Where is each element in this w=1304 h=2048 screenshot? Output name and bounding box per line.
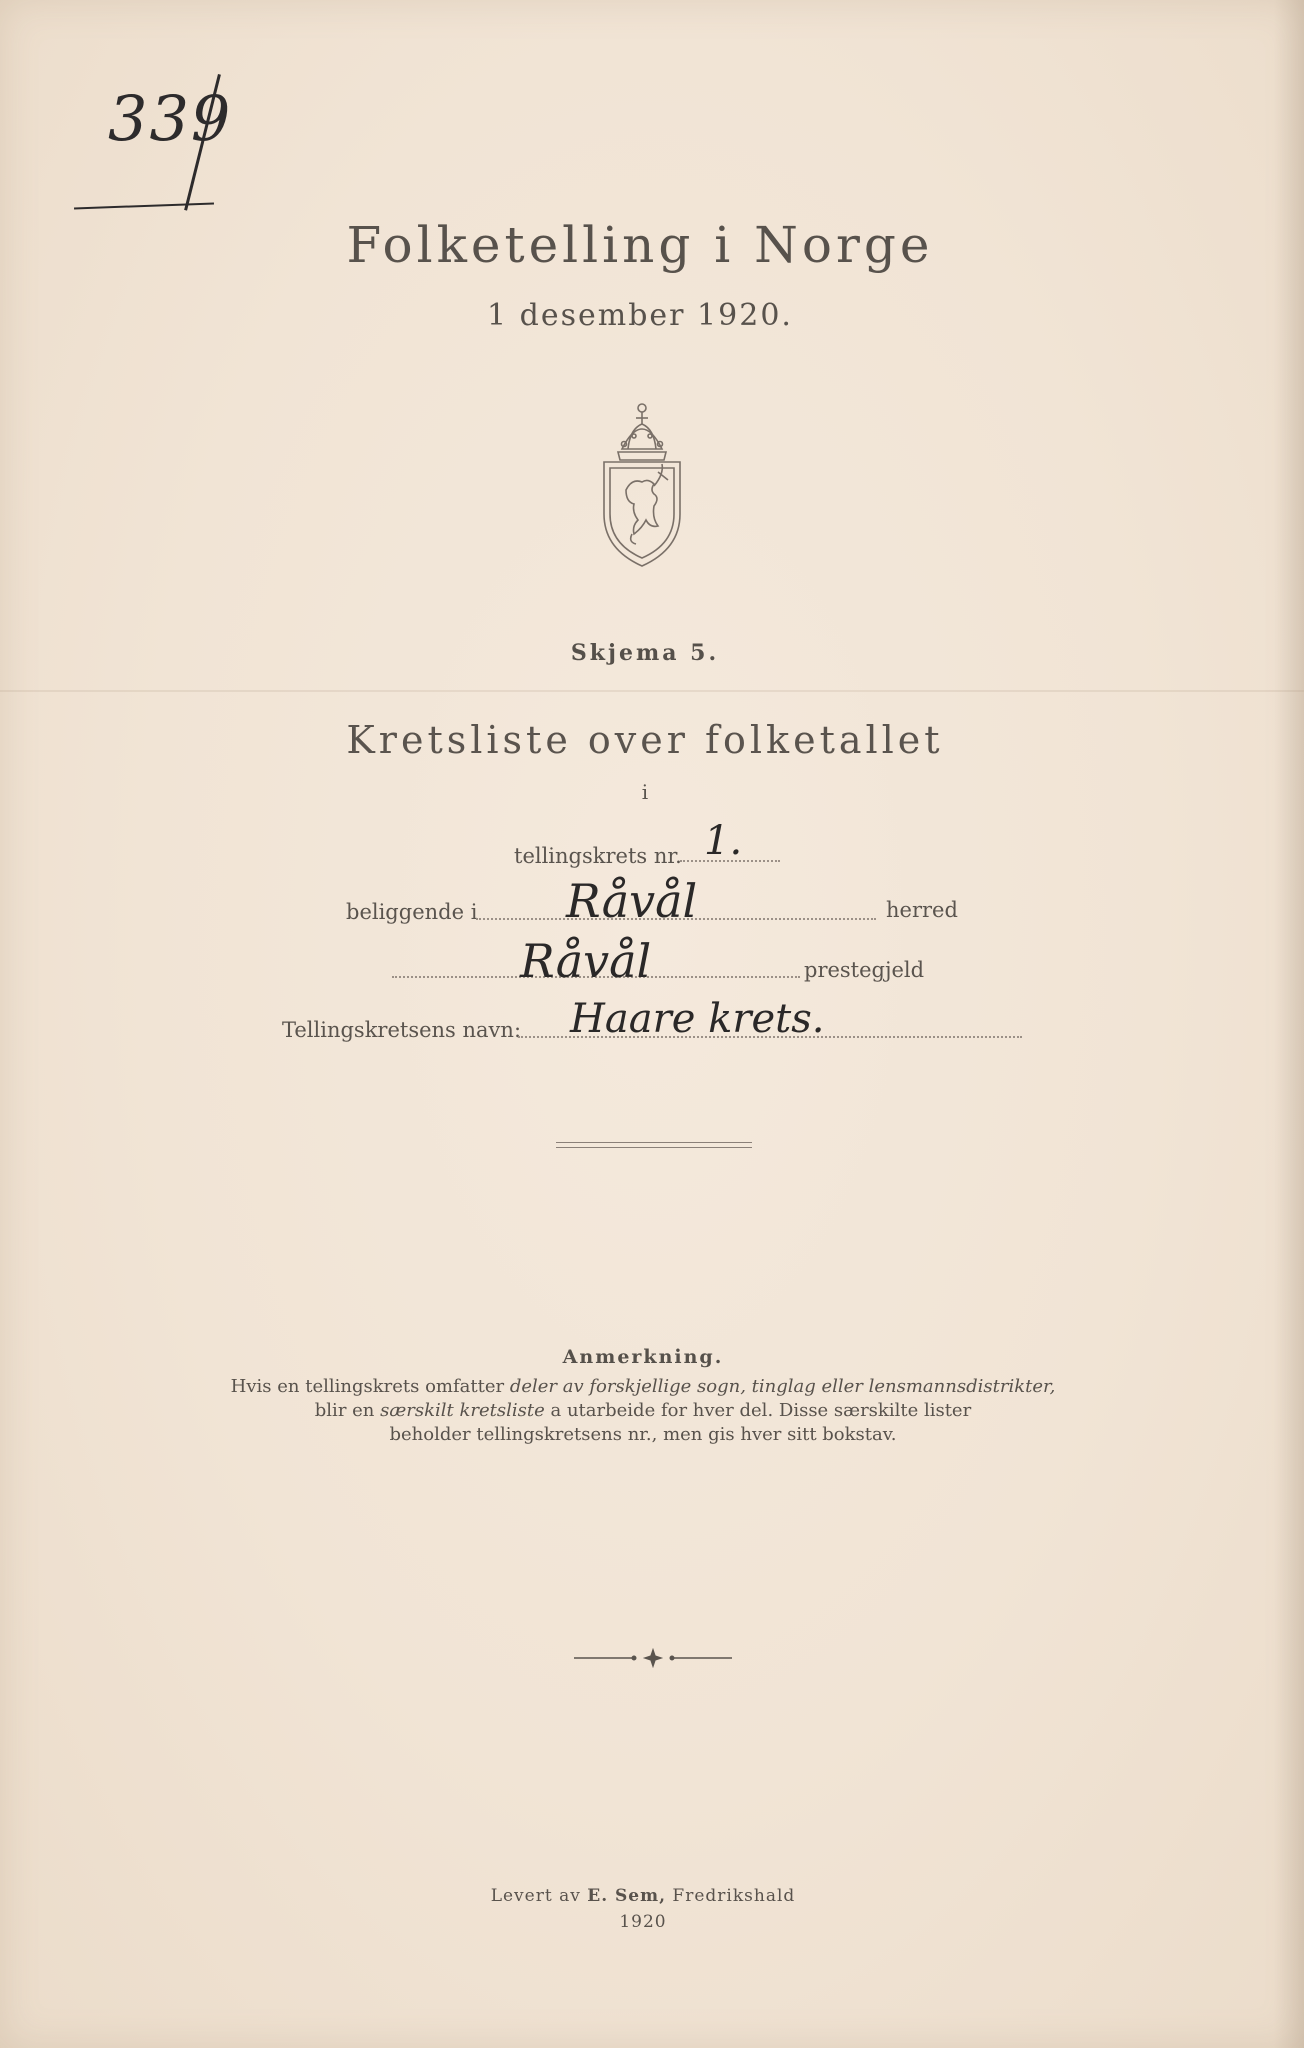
- note-line-2-text-b: a utarbeide for hver del. Disse særskilte lister: [544, 1400, 972, 1421]
- printer-prefix: Levert av: [490, 1886, 588, 1906]
- archive-underline-mark: [74, 203, 214, 210]
- note-line-2: [0, 1400, 1286, 1421]
- district-name-value: Haare krets.: [570, 996, 825, 1042]
- norwegian-coat-of-arms-icon: [592, 394, 692, 569]
- parish-suffix: prestegjeld: [804, 958, 925, 982]
- parish-value: Råvål: [520, 934, 652, 988]
- schema-label: Skjema 5.: [570, 640, 720, 666]
- note-line-1-emphasis: deler av forskjellige sogn, tinglag eller lensmannsdistrikter,: [509, 1376, 1056, 1397]
- form-subtitle: Kretsliste over folketallet: [346, 718, 944, 762]
- section-divider: [556, 1142, 752, 1148]
- note-line-1-text: Hvis en tellingskrets omfatter: [230, 1376, 510, 1397]
- located-label: beliggende i: [346, 900, 478, 924]
- printer-city: Fredrikshald: [666, 1886, 796, 1906]
- document-title: Folketelling i Norge: [346, 216, 934, 274]
- district-name-label: Tellingskretsens navn:: [282, 1018, 522, 1042]
- district-number-label: tellingskrets nr.: [514, 844, 682, 868]
- archive-number: 339: [108, 82, 233, 155]
- note-line-3: beholder tellingskretsens nr., men gis hver sitt bokstav.: [389, 1424, 897, 1445]
- district-number-value: 1.: [704, 818, 743, 864]
- note-heading: Anmerkning.: [562, 1346, 724, 1368]
- printer-credit: [0, 1886, 1286, 1906]
- note-line-1: [0, 1376, 1286, 1397]
- note-line-2-emphasis: særskilt kretsliste: [380, 1400, 545, 1421]
- document-date: 1 desember 1920.: [487, 298, 793, 333]
- municipality-suffix: herred: [886, 898, 958, 922]
- paper-fold-line: [0, 690, 1304, 692]
- ornament-divider: [572, 1648, 734, 1668]
- printer-name: E. Sem,: [587, 1886, 667, 1906]
- conjunction-text: i: [641, 780, 649, 804]
- printer-year: 1920: [619, 1912, 667, 1932]
- note-line-2-text-a: blir en: [314, 1400, 381, 1421]
- municipality-value: Råvål: [566, 874, 698, 928]
